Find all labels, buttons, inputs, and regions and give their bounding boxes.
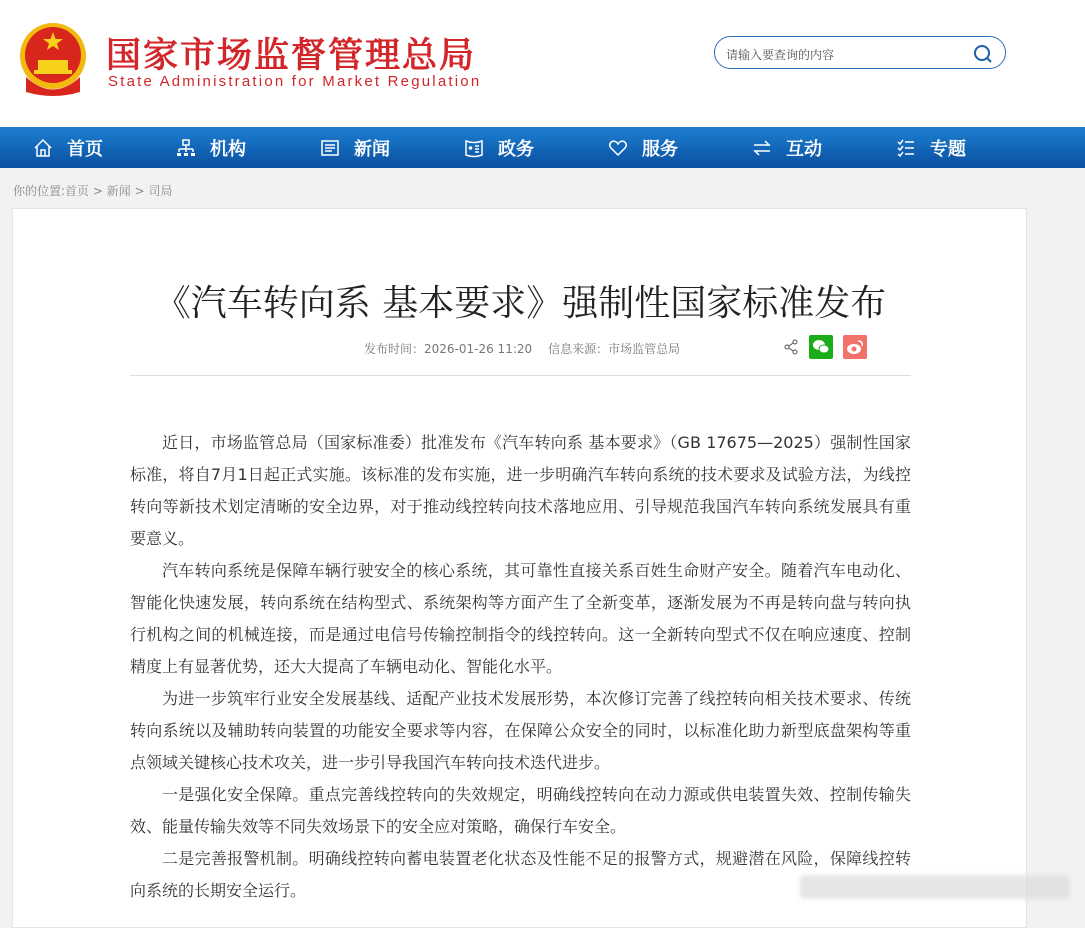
nav-label: 政务: [498, 138, 534, 160]
site-header: [0, 0, 1085, 127]
share-icon[interactable]: [783, 339, 799, 355]
nav-label: 新闻: [354, 138, 390, 160]
gov-icon: [464, 138, 484, 158]
nav-label: 专题: [930, 138, 966, 160]
main-nav: [0, 127, 1085, 168]
breadcrumb-sep: >: [89, 184, 107, 198]
breadcrumb-sep: >: [130, 184, 149, 198]
nav-label: 服务: [642, 138, 678, 160]
article-title: 《汽车转向系 基本要求》强制性国家标准发布: [154, 283, 887, 324]
paragraph: 一是强化安全保障。重点完善线控转向的失效规定，明确线控转向在动力源或供电装置失效、控制传输失效、能量传输失效等不同失效场景下的安全应对策略，确保行车安全。: [130, 785, 911, 836]
article-meta: [364, 340, 680, 357]
nav-label: 机构: [210, 138, 246, 160]
paragraph: 为进一步筑牢行业安全发展基线、适配产业技术发展形势，本次修订完善了线控转向相关技术要求、传统转向系统以及辅助转向装置的功能安全要求等内容，在保障公众安全的同时，以标准化助力新型底盘架构等重点领域关键核心技术攻关，进一步引导我国汽车转向技术迭代进步。: [130, 689, 911, 772]
nav-item-gov[interactable]: [464, 127, 534, 168]
nav-label: 互动: [786, 138, 822, 160]
nav-item-org[interactable]: [176, 127, 246, 168]
search-input[interactable]: [714, 36, 1006, 69]
article-card: [12, 208, 1027, 928]
nav-item-service[interactable]: [608, 127, 678, 168]
paragraph: 汽车转向系统是保障车辆行驶安全的核心系统，其可靠性直接关系百姓生命财产安全。随着汽车电动化、智能化快速发展，转向系统在结构型式、系统架构等方面产生了全新变革，逐渐发展为不再是转向盘与转向执行机构之间的机械连接，而是通过电信号传输控制指令的线控转向。这一全新转向型式不仅在响应速度、控制精度上有显著优势，还大大提高了车辆电动化、智能化水平。: [130, 561, 911, 676]
home-icon: [33, 138, 53, 158]
news-icon: [320, 138, 340, 158]
logo-title-en: State Administration for Market Regulation: [108, 73, 482, 90]
org-icon: [176, 138, 196, 158]
paragraph: 二是完善报警机制。明确线控转向蓄电装置老化状态及性能不足的报警方式，规避潜在风险，保障线控转向系统的长期安全运行。: [130, 849, 911, 900]
logo-title-cn: 国家市场监督管理总局: [106, 36, 477, 76]
paragraph: 近日，市场监管总局（国家标准委）批准发布《汽车转向系 基本要求》（GB 17675—2025）强制性国家标准，将自7月1日起正式实施。该标准的发布实施，进一步明确汽车转向系统的技术要求及试验方法，为线控转向等新技术划定清晰的安全边界，对于推动线控转向技术落地应用、引导规范我国汽车转向系统发展具有重要意义。: [130, 433, 911, 548]
search-icon[interactable]: [973, 44, 993, 64]
wechat-share-button[interactable]: [809, 335, 833, 359]
breadcrumb-dept[interactable]: 司局: [148, 184, 173, 198]
nav-item-topics[interactable]: [896, 127, 966, 168]
national-emblem-icon: [18, 22, 88, 96]
search-placeholder: 请输入要查询的内容: [726, 48, 835, 62]
breadcrumb-prefix: 你的位置:: [13, 184, 66, 198]
breadcrumb-news[interactable]: 新闻: [106, 184, 131, 198]
divider: [130, 375, 911, 376]
breadcrumb-home[interactable]: 首页: [65, 184, 90, 198]
nav-item-news[interactable]: [320, 127, 390, 168]
article-body: [130, 427, 911, 907]
nav-label: 首页: [67, 138, 103, 160]
nav-item-home[interactable]: [33, 127, 103, 168]
list-icon: [896, 138, 916, 158]
publish-time: 发布时间：2026-01-26 11:20: [364, 342, 533, 356]
wechat-icon: [812, 339, 830, 355]
weibo-share-button[interactable]: [843, 335, 867, 359]
watermark: [800, 875, 1070, 899]
breadcrumb: [13, 182, 172, 199]
weibo-icon: [846, 339, 864, 355]
article-source: 信息来源：市场监管总局: [548, 342, 681, 356]
heart-icon: [608, 138, 628, 158]
share-bar: [783, 335, 867, 359]
exchange-icon: [752, 138, 772, 158]
nav-item-interact[interactable]: [752, 127, 822, 168]
